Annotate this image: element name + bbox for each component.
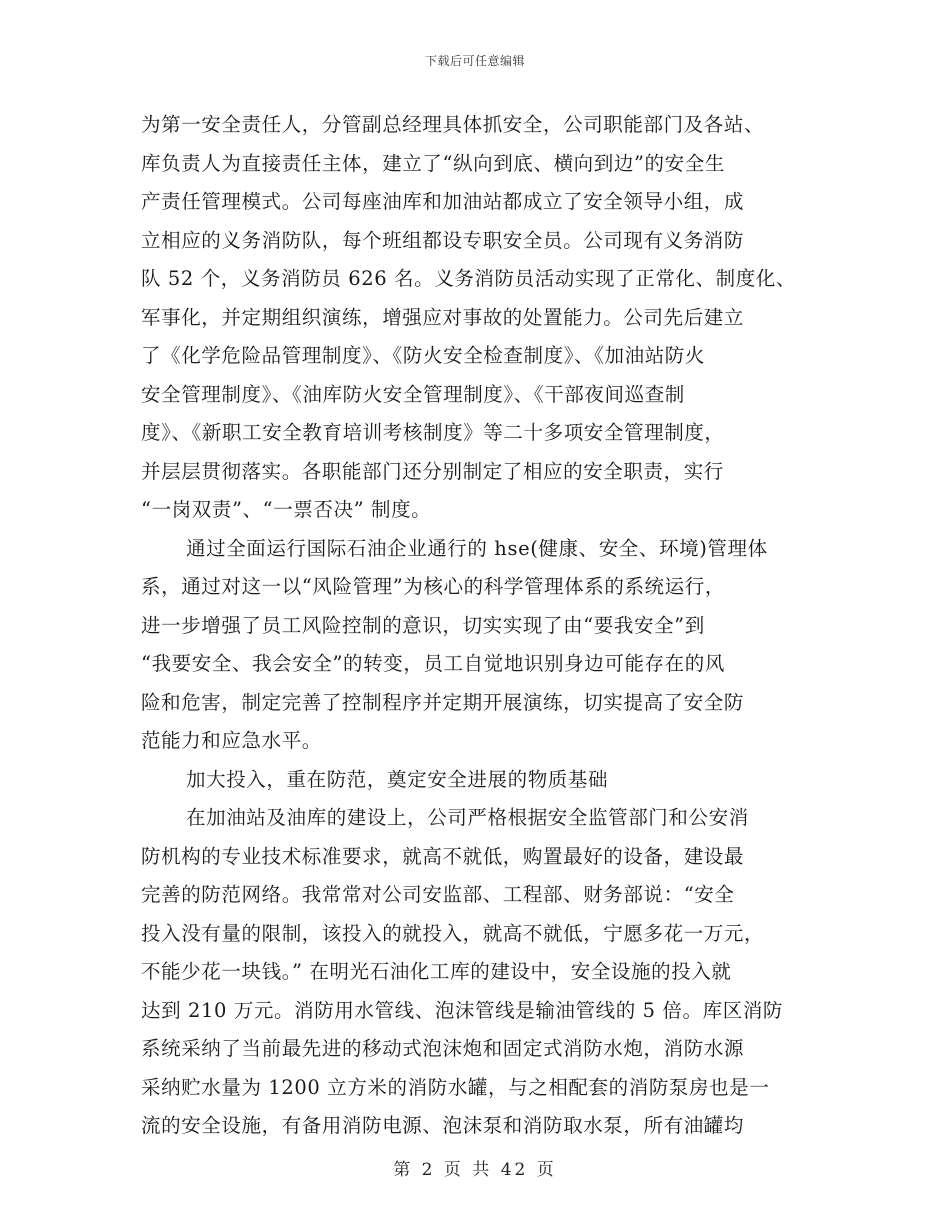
section-heading: 加大投入，重在防范，奠定安全进展的物质基础	[186, 767, 609, 791]
text-line: 系，通过对这一以“风险管理”为核心的科学管理体系的系统运行，	[141, 575, 725, 598]
text-line: 完善的防范网络。我常常对公司安监部、工程部、财务部说：“安全	[141, 883, 735, 906]
text-line: 采纳贮水量为 1200 立方米的消防水罐，与之相配套的消防泵房也是一	[141, 1075, 770, 1099]
text-line: 库负责人为直接责任主体，建立了“纵向到底、横向到边”的安全生	[141, 151, 725, 175]
text-line: 并层层贯彻落实。各职能部门还分别制定了相应的安全职责，实行	[141, 459, 724, 483]
text-line: “我要安全、我会安全”的转变，员工自觉地识别身边可能存在的风	[141, 652, 725, 675]
text-line: 为第一安全责任人，分管副总经理具体抓安全，公司职能部门及各站、	[141, 113, 765, 136]
text-line: 达到 210 万元。消防用水管线、泡沫管线是输油管线的 5 倍。库区消防	[141, 998, 784, 1022]
page-header: 下载后可任意编辑	[424, 54, 525, 68]
text-line: “一岗双责”、“一票否决” 制度。	[141, 498, 432, 521]
text-line: 范能力和应急水平。	[141, 729, 322, 752]
text-line: 险和危害，制定完善了控制程序并定期开展演练，切实提高了安全防	[141, 690, 745, 714]
text-line: 安全管理制度》、《油库防火安全管理制度》、《干部夜间巡查制	[141, 382, 685, 406]
text-line: 流的安全设施，有备用消防电源、泡沫泵和消防取水泵，所有油罐均	[141, 1114, 745, 1137]
text-line: 不能少花一块钱。” 在明光石油化工库的建设中，安全设施的投入就	[141, 960, 732, 983]
text-line: 了《化学危险品管理制度》、《防火安全检查制度》、《加油站防火	[141, 344, 706, 367]
text-line: 投入没有量的限制，该投入的就投入，就高不就低，宁愿多花一万元，	[141, 921, 765, 945]
text-line: 军事化，并定期组织演练，增强应对事故的处置能力。公司先后建立	[141, 305, 745, 329]
text-line: 产责任管理模式。公司每座油库和加油站都成立了安全领导小组，成	[141, 190, 745, 213]
paragraph-start-line: 在加油站及油库的建设上，公司严格根据安全监管部门和公安消	[186, 806, 749, 829]
text-line: 系统采纳了当前最先进的移动式泡沫炮和固定式消防水炮，消防水源	[141, 1037, 745, 1060]
text-line: 队 52 个，义务消防员 626 名。义务消防员活动实现了正常化、制度化、	[141, 267, 797, 290]
text-line: 度》、《新职工安全教育培训考核制度》等二十多项安全管理制度，	[141, 421, 725, 444]
page-footer: 第 2 页 共 42 页	[393, 1160, 557, 1180]
body-text	[141, 106, 811, 1146]
paragraph-start-line: 通过全面运行国际石油企业通行的 hse(健康、安全、环境)管理体	[186, 536, 768, 560]
text-line: 进一步增强了员工风险控制的意识，切实实现了由“要我安全”到	[141, 613, 705, 637]
text-line: 防机构的专业技术标准要求，就高不就低，购置最好的设备，建设最	[141, 844, 745, 868]
text-line: 立相应的义务消防队，每个班组都设专职安全员。公司现有义务消防	[141, 228, 745, 252]
